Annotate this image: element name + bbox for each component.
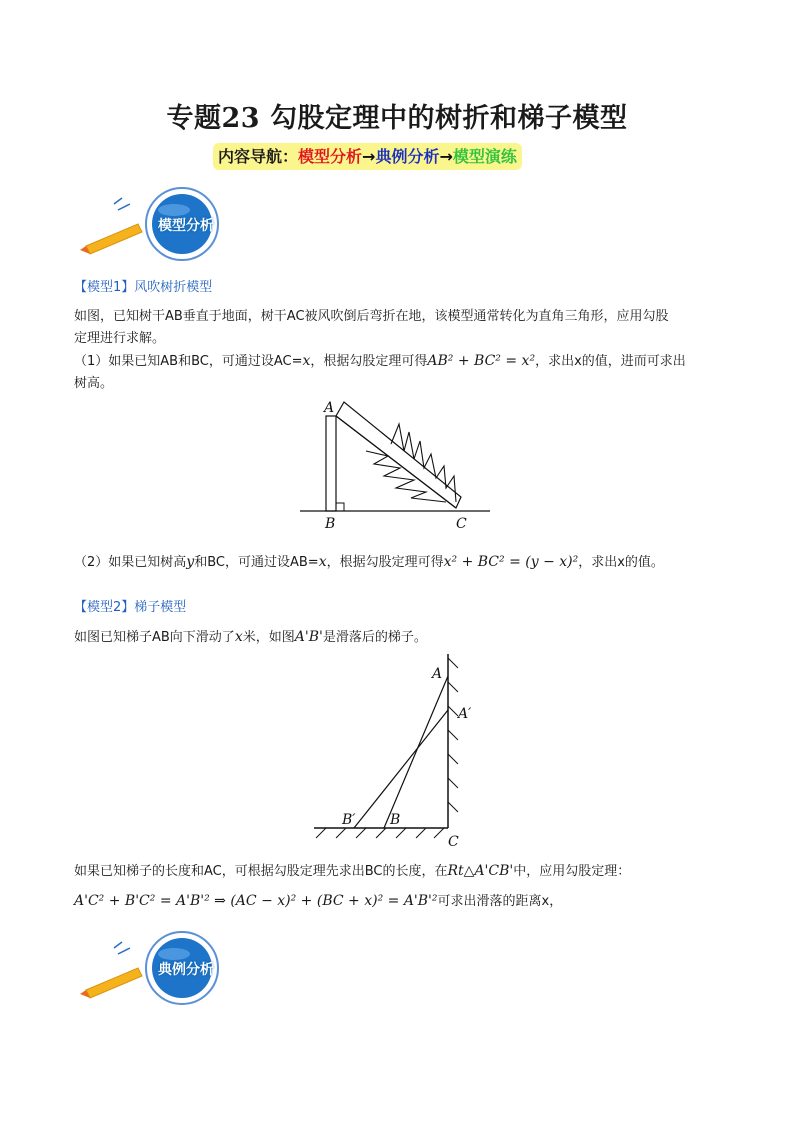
model2-text1 [74, 860, 630, 883]
ladder-figure [308, 648, 478, 852]
example-analysis-badge [78, 928, 248, 1008]
case2-mid2: ，根据勾股定理可得 [326, 555, 444, 570]
ladder-label-b-prime: B′ [342, 812, 356, 828]
case2-pre: （2）如果已知树高 [74, 555, 187, 570]
model-analysis-badge [78, 184, 248, 264]
ladder-label-a: A [432, 666, 443, 682]
tree-break-figure [296, 396, 496, 536]
model2-intro [74, 626, 427, 649]
model2-formula-post: 可求出滑落的距离x， [437, 894, 563, 909]
model2-intro-post: 是滑落后的梯子。 [322, 630, 427, 645]
content-navigation [213, 143, 522, 170]
model1-intro-line2: 定理进行求解。 [74, 331, 166, 346]
case2-mid1: 和BC，可通过设AB= [194, 555, 319, 570]
nav-item-example-analysis[interactable]: 典例分析 [375, 147, 440, 166]
nav-item-model-practice[interactable]: 模型演练 [452, 147, 517, 166]
model1-case1 [74, 350, 734, 395]
case1-line2: 树高。 [74, 376, 114, 391]
case2-post: ，求出x的值。 [578, 555, 664, 570]
case2-equation: x² + BC² = (y − x)² [443, 554, 579, 570]
ladder-label-b: B [390, 812, 401, 828]
case2-y: y [186, 554, 195, 570]
case1-equation: AB² + BC² = x² [427, 353, 536, 369]
nav-item-model-analysis[interactable]: 模型分析 [298, 147, 363, 166]
ladder-label-c: C [448, 834, 459, 850]
model1-heading: 【模型1】风吹树折模型 [74, 280, 213, 295]
nav-label: 内容导航： [218, 147, 299, 166]
page-title: 专题23 勾股定理中的树折和梯子模型 [166, 103, 628, 134]
case2-x: x [318, 554, 327, 570]
model2-intro-pre: 如图已知梯子AB向下滑动了 [74, 630, 235, 645]
model1-case2 [74, 551, 754, 574]
model2-text1-post: 中，应用勾股定理： [513, 864, 631, 879]
case1-var: x [302, 353, 311, 369]
case1-post: ，求出x的值，进而可求出 [535, 354, 686, 369]
example-analysis-badge-label: 典例分析 [158, 962, 214, 978]
model2-formula: A'C² + B'C² = A'B'² ⇒ (AC − x)² + (BC + x)² = A'B'² [74, 893, 438, 909]
model2-heading: 【模型2】梯子模型 [74, 600, 187, 615]
model2-intro-ab: A'B' [294, 629, 323, 645]
ladder-label-a-prime: A′ [458, 706, 472, 722]
case1-pre: （1）如果已知AB和BC，可通过设AC= [74, 354, 303, 369]
model1-intro [74, 306, 724, 350]
model1-intro-line1: 如图，已知树干AB垂直于地面，树干AC被风吹倒后弯折在地，该模型通常转化为直角三角形，应用勾股 [74, 309, 669, 324]
model2-formula-line [74, 890, 562, 913]
case1-mid: ，根据勾股定理可得 [310, 354, 428, 369]
model2-text1-triangle: Rt△A'CB' [447, 863, 514, 879]
model-analysis-badge-label: 模型分析 [158, 218, 214, 234]
model2-intro-mid: 米，如图 [242, 630, 295, 645]
model2-intro-x: x [234, 629, 243, 645]
nav-arrow-1: → [362, 147, 376, 166]
tree-label-b: B [325, 516, 336, 532]
tree-label-a: A [324, 400, 335, 416]
nav-arrow-2: → [439, 147, 453, 166]
model2-text1-pre: 如果已知梯子的长度和AC，可根据勾股定理先求出BC的长度，在 [74, 864, 448, 879]
tree-label-c: C [456, 516, 467, 532]
